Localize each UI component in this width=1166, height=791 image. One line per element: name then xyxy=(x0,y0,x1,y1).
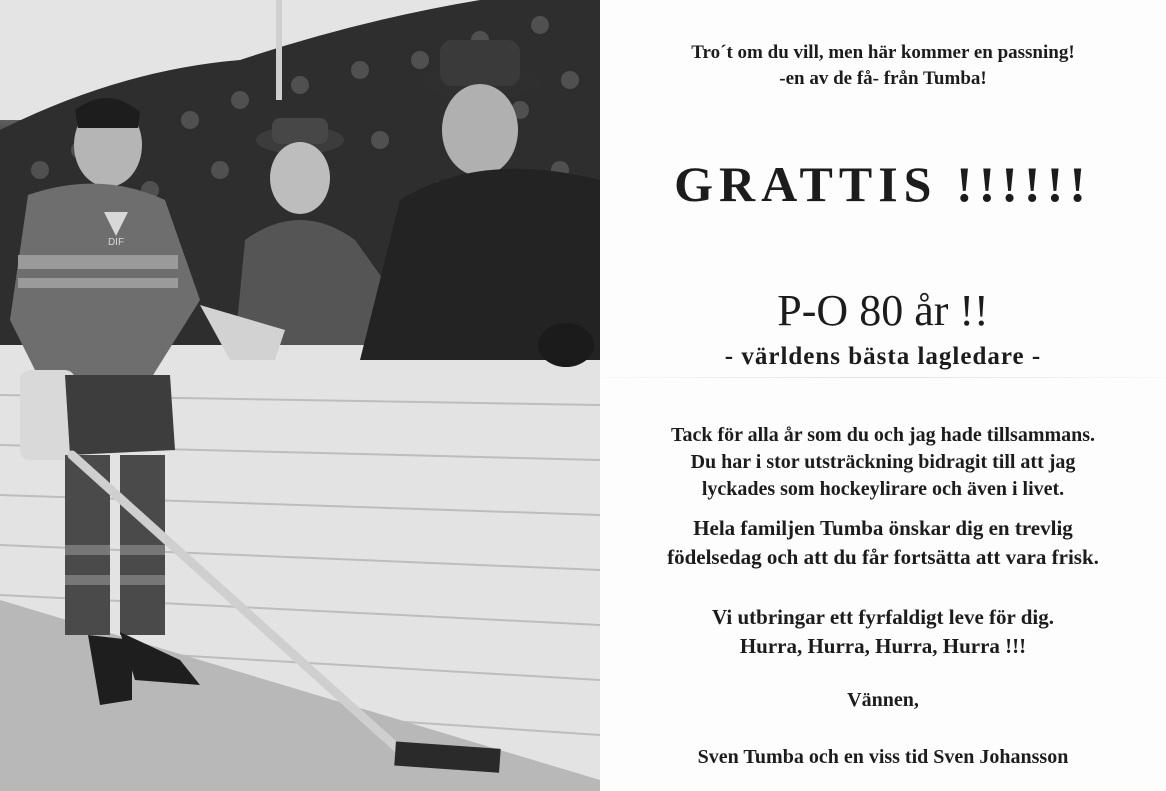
paragraph-line: födelsedag och att du får fortsätta att vara frisk. xyxy=(667,545,1099,569)
paragraph-line: Hurra, Hurra, Hurra, Hurra !!! xyxy=(739,634,1027,658)
jersey-text: DIF xyxy=(107,237,125,248)
closing: Vännen, xyxy=(847,689,919,711)
paragraph-line: Du har i stor utsträckning bidragit till att jag xyxy=(690,451,1076,473)
paragraph-line: Hela familjen Tumba önskar dig en trevlig xyxy=(693,516,1073,540)
paragraph-thanks xyxy=(600,422,1166,503)
age-line: P-O 80 år !! xyxy=(777,286,989,335)
birthday-letter xyxy=(600,0,1166,791)
paragraph-cheer xyxy=(600,603,1166,661)
paragraph-line: Vi utbringar ett fyrfaldigt leve för dig. xyxy=(712,605,1054,629)
paragraph-family xyxy=(600,514,1166,572)
subtitle: - världens bästa lagledare - xyxy=(724,343,1042,370)
paragraph-line: lyckades som hockeylirare och även i livet. xyxy=(701,478,1065,500)
intro-line-2: -en av de få- från Tumba! xyxy=(779,68,987,89)
signature: Sven Tumba och en viss tid Sven Johansson xyxy=(697,746,1069,768)
paper-fold-line xyxy=(600,377,1166,378)
intro-text xyxy=(600,40,1166,92)
paragraph-line: Tack för alla år som du och jag hade tillsammans. xyxy=(670,424,1096,446)
headline: GRATTIS !!!!!! xyxy=(674,156,1092,212)
intro-line-1: Tro´t om du vill, men här kommer en passning! xyxy=(691,42,1075,63)
